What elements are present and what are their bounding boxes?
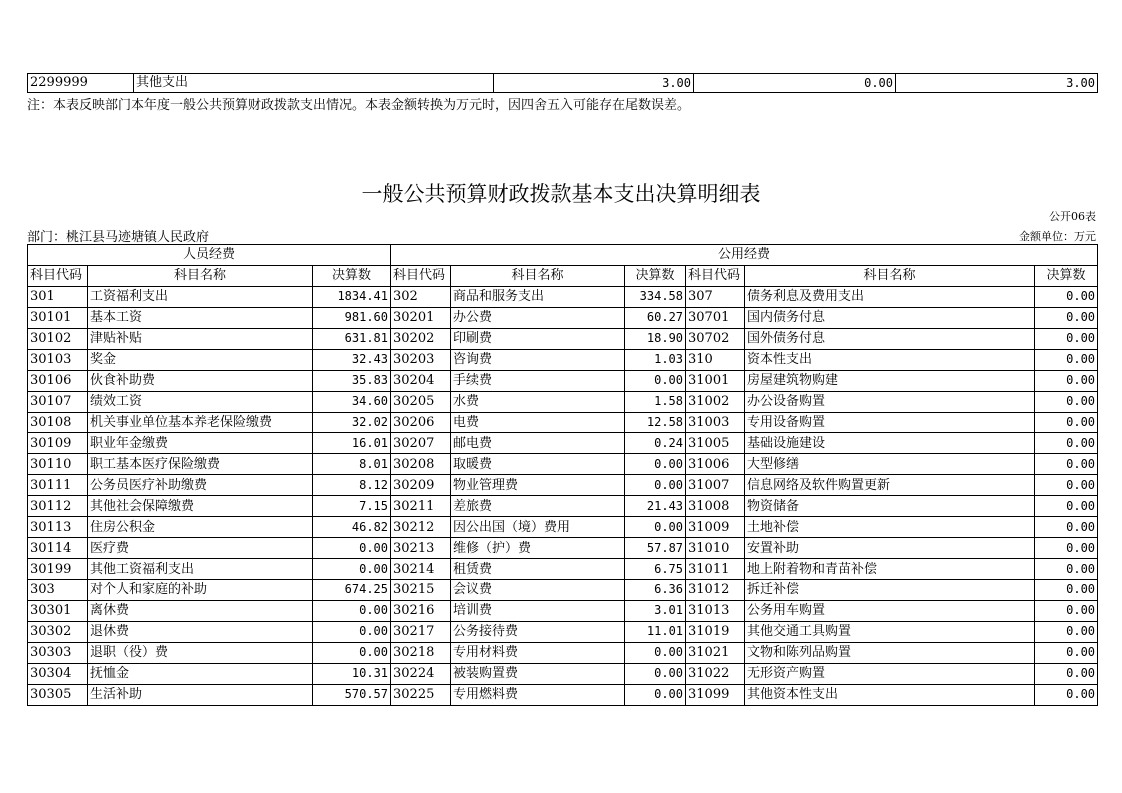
subject-name: 绩效工资 (88, 391, 313, 412)
subject-code: 30702 (686, 328, 745, 349)
subject-code: 30224 (391, 663, 451, 684)
amount-cell: 0.00 (1035, 475, 1098, 496)
amount-cell: 0.00 (1035, 559, 1098, 580)
subject-name: 其他工资福利支出 (88, 559, 313, 580)
amount-cell: 3.00 (494, 74, 694, 93)
table-row (28, 391, 1098, 412)
subject-code: 30211 (391, 496, 451, 517)
subject-name: 伙食补助费 (88, 370, 313, 391)
amount-cell: 0.00 (1035, 517, 1098, 538)
subject-code: 30304 (28, 663, 88, 684)
public-header: 公用经费 (391, 245, 1098, 266)
amount-cell: 0.00 (1035, 307, 1098, 328)
column-header-name: 科目名称 (745, 265, 1035, 286)
subject-code: 30206 (391, 412, 451, 433)
subject-code: 30217 (391, 621, 451, 642)
subject-name: 奖金 (88, 349, 313, 370)
table-row (28, 538, 1098, 559)
subject-name: 抚恤金 (88, 663, 313, 684)
subject-name: 医疗费 (88, 538, 313, 559)
amount-cell: 0.00 (625, 370, 686, 391)
amount-cell: 35.83 (313, 370, 391, 391)
subject-name: 退职（役）费 (88, 642, 313, 663)
amount-cell: 0.00 (1035, 370, 1098, 391)
amount-cell: 18.90 (625, 328, 686, 349)
subject-code: 30701 (686, 307, 745, 328)
subject-name: 其他交通工具购置 (745, 621, 1035, 642)
amount-cell: 21.43 (625, 496, 686, 517)
amount-cell: 0.00 (1035, 412, 1098, 433)
subject-code: 31022 (686, 663, 745, 684)
subject-name: 公务接待费 (451, 621, 625, 642)
subject-code: 30102 (28, 328, 88, 349)
amount-cell: 8.01 (313, 454, 391, 475)
subject-code: 30218 (391, 642, 451, 663)
amount-cell: 32.43 (313, 349, 391, 370)
table-row (28, 600, 1098, 621)
subject-name: 职工基本医疗保险缴费 (88, 454, 313, 475)
subject-code: 30199 (28, 559, 88, 580)
table-row (28, 684, 1098, 705)
subject-name: 培训费 (451, 600, 625, 621)
amount-cell: 0.00 (694, 74, 896, 93)
table-row (28, 475, 1098, 496)
subject-name: 基础设施建设 (745, 433, 1035, 454)
subject-name: 电费 (451, 412, 625, 433)
column-header-code: 科目代码 (28, 265, 88, 286)
subject-name: 信息网络及软件购置更新 (745, 475, 1035, 496)
amount-cell: 0.00 (1035, 391, 1098, 412)
amount-cell: 0.00 (625, 475, 686, 496)
subject-name: 债务利息及费用支出 (745, 286, 1035, 307)
subject-code: 31099 (686, 684, 745, 705)
table-row (28, 621, 1098, 642)
amount-cell: 3.00 (896, 74, 1098, 93)
subject-name: 印刷费 (451, 328, 625, 349)
subject-name: 其他支出 (134, 74, 494, 93)
table-row (28, 517, 1098, 538)
subject-code: 30208 (391, 454, 451, 475)
subject-name: 办公费 (451, 307, 625, 328)
amount-cell: 981.60 (313, 307, 391, 328)
subject-code: 31012 (686, 580, 745, 601)
subject-name: 安置补助 (745, 538, 1035, 559)
subject-code: 30302 (28, 621, 88, 642)
subject-name: 取暖费 (451, 454, 625, 475)
subject-name: 租赁费 (451, 559, 625, 580)
subject-name: 咨询费 (451, 349, 625, 370)
subject-code: 30303 (28, 642, 88, 663)
column-header-amount: 决算数 (1035, 265, 1098, 286)
subject-name: 大型修缮 (745, 454, 1035, 475)
subject-name: 会议费 (451, 580, 625, 601)
amount-cell: 570.57 (313, 684, 391, 705)
table-row (28, 307, 1098, 328)
subject-name: 手续费 (451, 370, 625, 391)
column-header-amount: 决算数 (625, 265, 686, 286)
amount-cell: 0.00 (1035, 496, 1098, 517)
amount-cell: 0.00 (1035, 621, 1098, 642)
amount-cell: 0.00 (313, 600, 391, 621)
subject-code: 303 (28, 580, 88, 601)
subject-code: 31010 (686, 538, 745, 559)
amount-cell: 631.81 (313, 328, 391, 349)
expenditure-detail-table (27, 244, 1098, 706)
subject-code: 31005 (686, 433, 745, 454)
subject-code: 30216 (391, 600, 451, 621)
subject-code: 31008 (686, 496, 745, 517)
subject-name: 办公设备购置 (745, 391, 1035, 412)
amount-cell: 3.01 (625, 600, 686, 621)
amount-cell: 46.82 (313, 517, 391, 538)
amount-cell: 16.01 (313, 433, 391, 454)
subject-code: 31003 (686, 412, 745, 433)
amount-cell: 0.00 (1035, 328, 1098, 349)
amount-cell: 10.31 (313, 663, 391, 684)
column-header-code: 科目代码 (686, 265, 745, 286)
amount-cell: 0.00 (1035, 538, 1098, 559)
table-row (28, 412, 1098, 433)
amount-cell: 0.00 (313, 642, 391, 663)
subject-code: 30205 (391, 391, 451, 412)
subject-code: 31002 (686, 391, 745, 412)
amount-cell: 57.87 (625, 538, 686, 559)
amount-cell: 0.00 (313, 538, 391, 559)
subject-name: 土地补偿 (745, 517, 1035, 538)
amount-cell: 11.01 (625, 621, 686, 642)
subject-name: 维修（护）费 (451, 538, 625, 559)
table-row (28, 559, 1098, 580)
table-row (28, 286, 1098, 307)
subject-code: 30111 (28, 475, 88, 496)
amount-cell: 0.00 (313, 621, 391, 642)
subject-name: 被装购置费 (451, 663, 625, 684)
subject-name: 资本性支出 (745, 349, 1035, 370)
subject-code: 30107 (28, 391, 88, 412)
subject-name: 拆迁补偿 (745, 580, 1035, 601)
subject-name: 专用燃料费 (451, 684, 625, 705)
subject-code: 30215 (391, 580, 451, 601)
subject-name: 其他资本性支出 (745, 684, 1035, 705)
subject-name: 房屋建筑物购建 (745, 370, 1035, 391)
amount-cell: 34.60 (313, 391, 391, 412)
subject-name: 水费 (451, 391, 625, 412)
table-row (28, 328, 1098, 349)
subject-name: 国外债务付息 (745, 328, 1035, 349)
amount-cell: 674.25 (313, 580, 391, 601)
subject-code: 307 (686, 286, 745, 307)
subject-name: 津贴补贴 (88, 328, 313, 349)
subject-code: 30103 (28, 349, 88, 370)
amount-cell: 1.03 (625, 349, 686, 370)
amount-cell: 0.24 (625, 433, 686, 454)
amount-cell: 60.27 (625, 307, 686, 328)
amount-cell: 0.00 (1035, 349, 1098, 370)
previous-table-tail (27, 73, 1098, 93)
subject-code: 30203 (391, 349, 451, 370)
page-title: 一般公共预算财政拨款基本支出决算明细表 (361, 182, 761, 206)
subject-code: 31013 (686, 600, 745, 621)
amount-cell: 0.00 (1035, 433, 1098, 454)
amount-cell: 0.00 (313, 559, 391, 580)
amount-cell: 0.00 (625, 663, 686, 684)
amount-cell: 0.00 (1035, 580, 1098, 601)
subject-name: 职业年金缴费 (88, 433, 313, 454)
amount-cell: 0.00 (1035, 286, 1098, 307)
subject-code: 30207 (391, 433, 451, 454)
column-header-name: 科目名称 (451, 265, 625, 286)
subject-code: 30112 (28, 496, 88, 517)
column-header-code: 科目代码 (391, 265, 451, 286)
amount-cell: 32.02 (313, 412, 391, 433)
subject-code: 30301 (28, 600, 88, 621)
amount-cell: 0.00 (625, 684, 686, 705)
subject-code: 31001 (686, 370, 745, 391)
amount-cell: 1834.41 (313, 286, 391, 307)
subject-name: 住房公积金 (88, 517, 313, 538)
subject-name: 基本工资 (88, 307, 313, 328)
amount-unit-label: 金额单位：万元 (1019, 230, 1096, 243)
amount-cell: 6.36 (625, 580, 686, 601)
subject-name: 邮电费 (451, 433, 625, 454)
subject-code: 30212 (391, 517, 451, 538)
amount-cell: 8.12 (313, 475, 391, 496)
table-row (28, 642, 1098, 663)
subject-name: 工资福利支出 (88, 286, 313, 307)
subject-name: 离休费 (88, 600, 313, 621)
table-row (28, 663, 1098, 684)
subject-name: 商品和服务支出 (451, 286, 625, 307)
table-note: 注：本表反映部门本年度一般公共预算财政拨款支出情况。本表金额转换为万元时，因四舍五入可能存在尾数误差。 (27, 98, 691, 113)
subject-code: 30101 (28, 307, 88, 328)
subject-code: 31019 (686, 621, 745, 642)
subject-code: 2299999 (28, 74, 134, 93)
subject-name: 因公出国（境）费用 (451, 517, 625, 538)
subject-code: 30109 (28, 433, 88, 454)
subject-code: 310 (686, 349, 745, 370)
subject-code: 31006 (686, 454, 745, 475)
form-id: 公开06表 (1049, 210, 1096, 223)
subject-name: 退休费 (88, 621, 313, 642)
table-row (28, 454, 1098, 475)
table-row (28, 580, 1098, 601)
subject-code: 30214 (391, 559, 451, 580)
amount-cell: 0.00 (1035, 684, 1098, 705)
amount-cell: 6.75 (625, 559, 686, 580)
table-row (28, 433, 1098, 454)
amount-cell: 0.00 (1035, 663, 1098, 684)
amount-cell: 7.15 (313, 496, 391, 517)
subject-code: 30108 (28, 412, 88, 433)
subject-code: 30225 (391, 684, 451, 705)
amount-cell: 1.58 (625, 391, 686, 412)
column-header-amount: 决算数 (313, 265, 391, 286)
subject-name: 物业管理费 (451, 475, 625, 496)
amount-cell: 0.00 (625, 454, 686, 475)
personnel-header: 人员经费 (28, 245, 391, 266)
table-row (28, 496, 1098, 517)
table-row (28, 74, 1098, 93)
subject-name: 对个人和家庭的补助 (88, 580, 313, 601)
group-header-row (28, 245, 1098, 266)
table-body (28, 286, 1098, 705)
amount-cell: 0.00 (1035, 642, 1098, 663)
subject-code: 31021 (686, 642, 745, 663)
subject-name: 公务用车购置 (745, 600, 1035, 621)
department-label: 部门：桃江县马迹塘镇人民政府 (27, 230, 210, 245)
subject-name: 其他社会保障缴费 (88, 496, 313, 517)
amount-cell: 0.00 (625, 517, 686, 538)
subject-name: 专用设备购置 (745, 412, 1035, 433)
subject-name: 机关事业单位基本养老保险缴费 (88, 412, 313, 433)
subject-name: 专用材料费 (451, 642, 625, 663)
subject-code: 301 (28, 286, 88, 307)
subject-code: 31011 (686, 559, 745, 580)
subject-code: 31007 (686, 475, 745, 496)
subject-code: 30202 (391, 328, 451, 349)
subject-code: 30204 (391, 370, 451, 391)
subject-code: 31009 (686, 517, 745, 538)
subject-name: 生活补助 (88, 684, 313, 705)
table-row (28, 370, 1098, 391)
amount-cell: 0.00 (625, 642, 686, 663)
subject-code: 30201 (391, 307, 451, 328)
subject-name: 差旅费 (451, 496, 625, 517)
amount-cell: 0.00 (1035, 600, 1098, 621)
subject-code: 30213 (391, 538, 451, 559)
amount-cell: 0.00 (1035, 454, 1098, 475)
column-header-row (28, 265, 1098, 286)
subject-name: 文物和陈列品购置 (745, 642, 1035, 663)
subject-code: 30305 (28, 684, 88, 705)
subject-name: 公务员医疗补助缴费 (88, 475, 313, 496)
subject-code: 30110 (28, 454, 88, 475)
subject-code: 30113 (28, 517, 88, 538)
subject-name: 物资储备 (745, 496, 1035, 517)
subject-code: 302 (391, 286, 451, 307)
subject-name: 无形资产购置 (745, 663, 1035, 684)
table-row (28, 349, 1098, 370)
amount-cell: 12.58 (625, 412, 686, 433)
subject-name: 地上附着物和青苗补偿 (745, 559, 1035, 580)
amount-cell: 334.58 (625, 286, 686, 307)
subject-name: 国内债务付息 (745, 307, 1035, 328)
subject-code: 30106 (28, 370, 88, 391)
column-header-name: 科目名称 (88, 265, 313, 286)
subject-code: 30114 (28, 538, 88, 559)
subject-code: 30209 (391, 475, 451, 496)
